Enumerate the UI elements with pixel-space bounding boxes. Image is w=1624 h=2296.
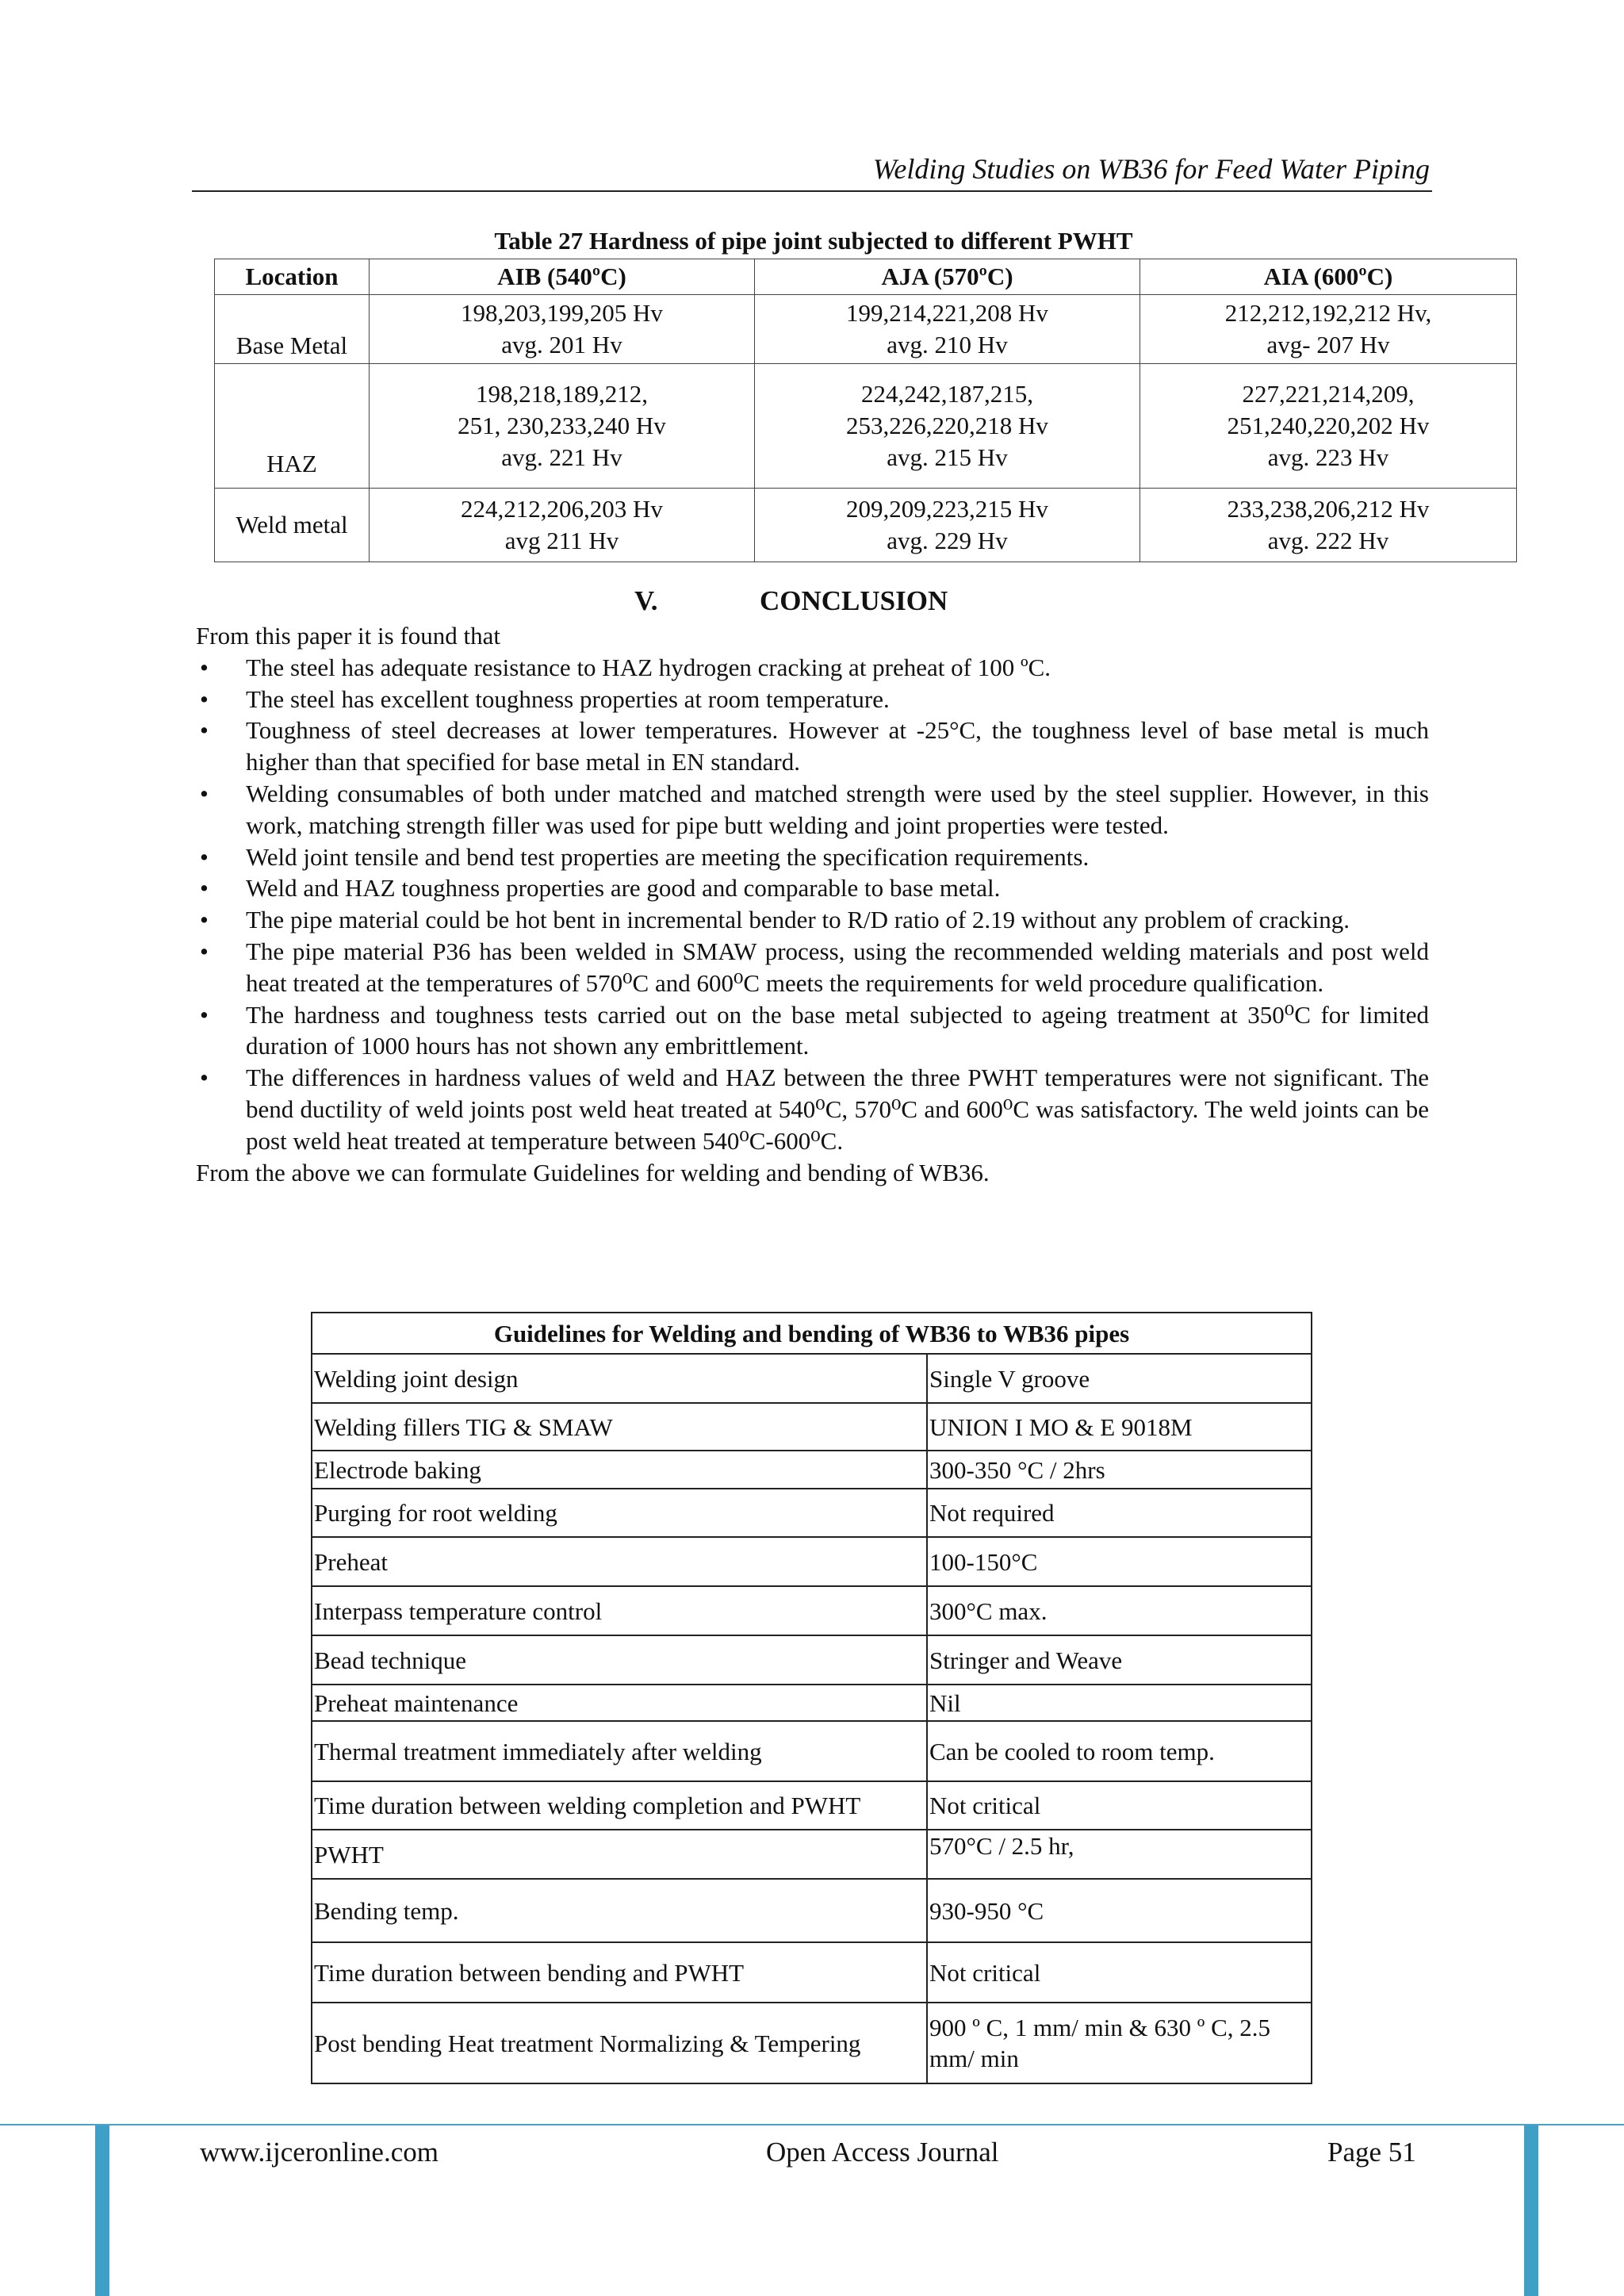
section-title: CONCLUSION [760,585,948,616]
guideline-value: Not critical [927,1781,1312,1830]
footer-rule [0,2124,1624,2125]
table-row [312,1942,1312,2003]
table-row [312,1403,1312,1451]
hardness-cell [1140,364,1517,489]
hardness-average: avg. 223 Hv [1267,443,1389,471]
table-row [312,1879,1312,1942]
table-row [215,295,1517,364]
guideline-value: 300-350 °C / 2hrs [927,1451,1312,1489]
conclusion-outro: From the above we can formulate Guidelines for welding and bending of WB36. [196,1158,990,1186]
guideline-item: Welding fillers TIG & SMAW [312,1403,927,1451]
hardness-values: 198,203,199,205 Hv [461,299,663,327]
guideline-item: Bending temp. [312,1879,927,1942]
bullet-icon: • [200,684,209,713]
bullet-icon: • [200,906,209,934]
section-heading [634,585,948,617]
table-27-caption: Table 27 Hardness of pipe joint subjected to different PWHT [494,227,1133,255]
hardness-average: avg. 222 Hv [1267,527,1389,554]
hardness-cell [1140,295,1517,364]
guideline-item: Purging for root welding [312,1489,927,1537]
table-row [312,1489,1312,1537]
table-row [312,1451,1312,1489]
list-item-text: The steel has excellent toughness properties at room temperature. [246,684,890,713]
guideline-item: PWHT [312,1830,927,1879]
hardness-cell [370,489,755,562]
list-item [196,872,1429,904]
hardness-values: 212,212,192,212 Hv, [1224,299,1432,327]
hardness-average: avg. 215 Hv [887,443,1008,471]
list-item [196,778,1429,841]
hardness-average: avg. 221 Hv [501,443,622,471]
list-item-text: Weld and HAZ toughness properties are good and comparable to base metal. [246,874,1001,903]
hardness-values: 209,209,223,215 Hv [846,495,1048,523]
bullet-icon: • [200,937,209,965]
hardness-cell [755,364,1140,489]
running-head: Welding Studies on WB36 for Feed Water Piping [872,153,1430,185]
hardness-average: avg. 210 Hv [887,331,1008,358]
column-header-aia: AIA (600ºC) [1140,259,1517,295]
list-item [196,936,1429,999]
guideline-value: Not required [927,1489,1312,1537]
bullet-icon: • [200,1064,209,1092]
guideline-value: 930-950 °C [927,1879,1312,1942]
guideline-item: Welding joint design [312,1354,927,1403]
section-number: V. [634,585,658,616]
list-item-text: Weld joint tensile and bend test properties are meeting the specification requirements. [246,842,1090,871]
hardness-values: 233,238,206,212 Hv [1227,495,1430,523]
hardness-cell [755,295,1140,364]
bullet-icon: • [200,653,209,681]
guideline-item: Electrode baking [312,1451,927,1489]
hardness-values: 227,221,214,209, [1242,380,1415,408]
hardness-values: 199,214,221,208 Hv [846,299,1048,327]
guidelines-table [311,1312,1312,2084]
guideline-item: Interpass temperature control [312,1586,927,1635]
table-row [312,1635,1312,1685]
hardness-values: 253,226,220,218 Hv [846,412,1048,439]
table-row [215,489,1517,562]
table-row [312,2003,1312,2083]
guideline-value: 900 º C, 1 mm/ min & 630 º C, 2.5 mm/ min [927,2003,1312,2083]
hardness-average: avg 211 Hv [504,527,619,554]
hardness-average: avg. 201 Hv [501,331,622,358]
list-item [196,715,1429,778]
table-header-row [215,259,1517,295]
list-item [196,841,1429,873]
guidelines-header-row [312,1313,1312,1354]
list-item [196,1062,1429,1156]
guideline-item: Time duration between bending and PWHT [312,1942,927,2003]
table-row [312,1354,1312,1403]
location-cell: Base Metal [215,295,370,364]
conclusion-list [196,652,1429,1157]
column-header-aib: AIB (540ºC) [370,259,755,295]
hardness-values: 224,242,187,215, [861,380,1033,408]
table-row [312,1586,1312,1635]
column-header-aja: AJA (570ºC) [755,259,1140,295]
list-item [196,684,1429,715]
list-item-text: The steel has adequate resistance to HAZ hydrogen cracking at preheat of 100 ºC. [246,653,1051,681]
list-item-text: The pipe material P36 has been welded in SMAW process, using the recommended welding materials and post weld heat treated at the temperatures of 570⁰C and 600⁰C meets the requirements for weld procedure qualification. [246,937,1429,997]
guideline-item: Time duration between welding completion and PWHT [312,1781,927,1830]
guideline-item: Thermal treatment immediately after welding [312,1721,927,1781]
hardness-values: 251, 230,233,240 Hv [458,412,666,439]
guideline-value: Stringer and Weave [927,1635,1312,1685]
table-row [312,1685,1312,1721]
bullet-icon: • [200,779,209,807]
list-item-text: The differences in hardness values of weld and HAZ between the three PWHT temperatures were not significant. The bend ductility of weld joints post weld heat treated at 540⁰C, 570⁰C and 600⁰C was satisfactory. The weld joints can be post weld heat treated at temperature between 540⁰C-600⁰C. [246,1064,1429,1155]
guideline-value: Nil [927,1685,1312,1721]
hardness-cell [1140,489,1517,562]
hardness-values: 224,212,206,203 Hv [461,495,663,523]
location-cell: HAZ [215,364,370,489]
table-row [312,1721,1312,1781]
bullet-icon: • [200,842,209,871]
table-row [312,1537,1312,1586]
hardness-cell [370,295,755,364]
guideline-item: Post bending Heat treatment Normalizing & Tempering [312,2003,927,2083]
hardness-values: 251,240,220,202 Hv [1227,412,1430,439]
guideline-value: Not critical [927,1942,1312,2003]
table-row [312,1830,1312,1879]
guidelines-title: Guidelines for Welding and bending of WB36 to WB36 pipes [312,1313,1312,1354]
list-item [196,999,1429,1063]
guideline-value: 300°C max. [927,1586,1312,1635]
hardness-average: avg. 229 Hv [887,527,1008,554]
guideline-value: 570°C / 2.5 hr, [927,1830,1312,1879]
location-cell: Weld metal [215,489,370,562]
list-item [196,904,1429,936]
footer-journal: Open Access Journal [766,2137,999,2168]
guideline-value: 100-150°C [927,1537,1312,1586]
guideline-value: Single V groove [927,1354,1312,1403]
table-row [312,1781,1312,1830]
column-header-location: Location [215,259,370,295]
header-rule [192,190,1432,192]
hardness-values: 198,218,189,212, [476,380,648,408]
list-item [196,652,1429,684]
footer-left-post [95,2125,109,2296]
guideline-item: Bead technique [312,1635,927,1685]
guideline-item: Preheat [312,1537,927,1586]
list-item-text: Welding consumables of both under matched and matched strength were used by the steel supplier. However, in this work, matching strength filler was used for pipe butt welding and joint properties were tested. [246,779,1429,839]
hardness-cell [370,364,755,489]
bullet-icon: • [200,874,209,903]
list-item-text: The hardness and toughness tests carried out on the base metal subjected to ageing treatment at 350⁰C for limited duration of 1000 hours has not shown any embrittlement. [246,1000,1429,1060]
list-item-text: The pipe material could be hot bent in incremental bender to R/D ratio of 2.19 without any problem of cracking. [246,906,1350,934]
conclusion-body [196,620,1429,1188]
bullet-icon: • [200,716,209,745]
footer-page-number: Page 51 [1327,2137,1416,2168]
guideline-value: Can be cooled to room temp. [927,1721,1312,1781]
guideline-item: Preheat maintenance [312,1685,927,1721]
footer-right-post [1524,2125,1538,2296]
hardness-cell [755,489,1140,562]
hardness-average: avg- 207 Hv [1266,331,1390,358]
table-row [215,364,1517,489]
conclusion-intro: From this paper it is found that [196,622,501,650]
bullet-icon: • [200,1000,209,1029]
guideline-value: UNION I MO & E 9018M [927,1403,1312,1451]
hardness-table [214,259,1517,562]
list-item-text: Toughness of steel decreases at lower temperatures. However at -25°C, the toughness level of base metal is much higher than that specified for base metal in EN standard. [246,716,1429,776]
footer-website: www.ijceronline.com [200,2137,439,2168]
